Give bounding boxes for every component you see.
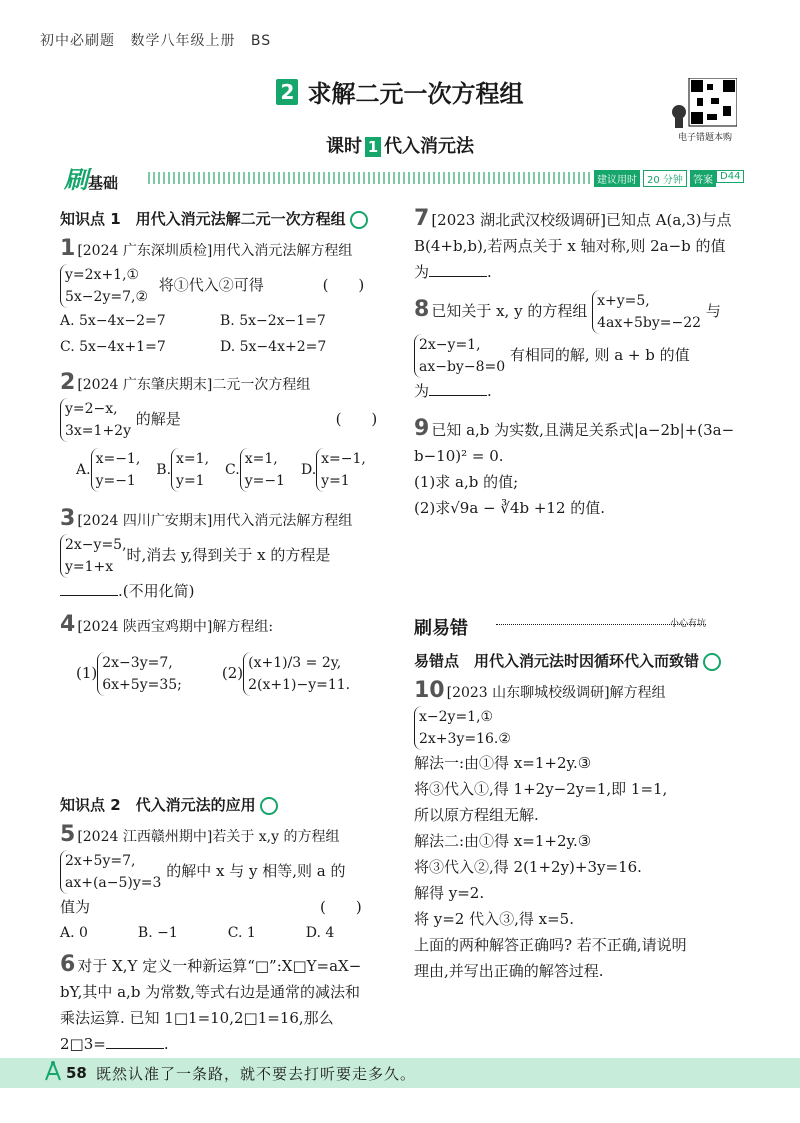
question-6: 6 对于 X,Y 定义一种新运算“□”:X□Y=aX− bY,其中 a,b 为常数,等式右边是通常的减法和 乘法运算. 已知 1□1=10,2□1=16,那么 2□3= . bbox=[60, 952, 362, 1053]
q8-number: 8 bbox=[414, 297, 430, 322]
q2-option-a[interactable] bbox=[76, 448, 140, 492]
question-10 bbox=[414, 678, 754, 984]
pencil-icon bbox=[703, 653, 721, 671]
question-5 bbox=[60, 822, 400, 946]
q8-eq3: 2x−y=1, bbox=[419, 337, 481, 353]
band-main: 刷 bbox=[64, 166, 88, 194]
q5-source: [2024 江西赣州期中]若关于 x,y 的方程组 bbox=[77, 829, 340, 845]
q9-line1: 已知 a,b 为实数,且满足关系式|a−2b|+(3a− bbox=[431, 421, 735, 439]
kp2-label: 知识点 2 代入消元法的应用 bbox=[60, 796, 256, 814]
q4-part-2 bbox=[222, 652, 350, 696]
q1-system bbox=[60, 264, 148, 308]
q5-tail: 的解中 x 与 y 相等,则 a 的 bbox=[166, 862, 346, 880]
q10-line: 将 y=2 代入③,得 x=5. bbox=[414, 910, 574, 928]
q1-option-d[interactable]: D. 5x−4x+2=7 bbox=[220, 339, 327, 355]
lesson-name: 代入消元法 bbox=[384, 136, 474, 157]
question-7: 7 [2023 湖北武汉校级调研]已知点 A(a,3)与点 B(4+b,b),若两点关于 x 轴对称,则 2a−b 的值 为 . bbox=[414, 206, 732, 281]
time-value: 20 分钟 bbox=[643, 170, 687, 187]
q8-eq2: 4ax+5by=−22 bbox=[597, 315, 702, 331]
q10-source: [2023 山东聊城校级调研]解方程组 bbox=[446, 685, 666, 701]
page-number: 58 bbox=[66, 1064, 87, 1082]
q3-tail: 时,消去 y,得到关于 x 的方程是 bbox=[126, 546, 331, 564]
kp1-label: 知识点 1 用代入消元法解二元一次方程组 bbox=[60, 210, 346, 228]
q2-system bbox=[60, 398, 131, 442]
q2-option-c-x: x=1, bbox=[244, 451, 278, 467]
q2-option-b[interactable] bbox=[156, 448, 209, 492]
q2-tail: 的解是 bbox=[135, 410, 181, 428]
q7-line1: [2023 湖北武汉校级调研]已知点 A(a,3)与点 bbox=[431, 211, 732, 229]
q4-part-2-eq2: 2(x+1)−y=11. bbox=[248, 677, 351, 693]
q2-option-d-letter: D. bbox=[300, 462, 317, 478]
q1-option-c[interactable]: C. 5x−4x+1=7 bbox=[60, 339, 166, 355]
q2-answer-paren[interactable]: ( ) bbox=[335, 410, 378, 428]
q1-answer-paren[interactable]: ( ) bbox=[322, 276, 365, 294]
q2-option-d[interactable] bbox=[301, 448, 366, 492]
lesson-number: 1 bbox=[365, 137, 381, 157]
series-name: 初中必刷题 bbox=[40, 33, 115, 49]
q3-eq2: y=1+x bbox=[65, 559, 114, 575]
q2-option-c-y: y=−1 bbox=[244, 473, 285, 489]
q10-line: 将③代入②,得 2(1+2y)+3y=16. bbox=[414, 858, 642, 876]
q4-number: 4 bbox=[60, 612, 76, 637]
compass-icon bbox=[42, 1060, 64, 1082]
q2-option-d-x: x=−1, bbox=[321, 451, 366, 467]
q4-part-1 bbox=[76, 652, 182, 696]
q6-line3: 乘法运算. 已知 1□1=10,2□1=16,那么 bbox=[60, 1009, 334, 1027]
q3-source: [2024 四川广安期末]用代入消元法解方程组 bbox=[77, 513, 353, 529]
q5-option-a[interactable]: A. 0 bbox=[60, 925, 88, 941]
q8-blank[interactable] bbox=[429, 381, 487, 396]
footer-motto: 既然认准了一条路，就不要去打听要走多久。 bbox=[96, 1065, 417, 1083]
q5-option-c[interactable]: C. 1 bbox=[227, 925, 256, 941]
q3-eq1: 2x−y=5, bbox=[65, 537, 127, 553]
q5-number: 5 bbox=[60, 822, 76, 847]
pencil-icon bbox=[260, 797, 278, 815]
q2-eq2: 3x=1+2y bbox=[65, 423, 131, 439]
q5-answer-paren[interactable]: ( ) bbox=[320, 898, 362, 916]
q8-eq1: x+y=5, bbox=[597, 293, 650, 309]
q2-option-b-x: x=1, bbox=[176, 451, 210, 467]
q1-source: [2024 广东深圳质检]用代入消元法解方程组 bbox=[77, 243, 353, 259]
q10-line: 理由,并写出正确的解答过程. bbox=[414, 962, 604, 980]
q2-option-d-y: y=1 bbox=[321, 473, 350, 489]
q4-part-2-eq1: (x+1)/3 = 2y, bbox=[248, 655, 342, 671]
q1-tail: 将①代入②可得 bbox=[158, 276, 264, 294]
q9-line4: (2)求√9a − ∛4b +12 的值. bbox=[414, 499, 606, 517]
q1-option-a[interactable]: A. 5x−4x−2=7 bbox=[60, 313, 166, 329]
q2-option-b-letter: B. bbox=[156, 462, 172, 478]
q9-number: 9 bbox=[414, 416, 430, 441]
q2-option-a-x: x=−1, bbox=[95, 451, 141, 467]
q6-line1: 对于 X,Y 定义一种新运算“□”:X□Y=aX− bbox=[77, 957, 362, 975]
q10-line: 解得 y=2. bbox=[414, 884, 485, 902]
question-9 bbox=[414, 416, 754, 521]
pencil-icon bbox=[350, 211, 368, 229]
q2-option-b-y: y=1 bbox=[176, 473, 205, 489]
chapter-number: 2 bbox=[276, 79, 298, 105]
q6-line4: 2□3= bbox=[60, 1035, 106, 1053]
error-section-title bbox=[414, 614, 468, 640]
q5-eq1: 2x+5y=7, bbox=[65, 853, 136, 869]
q2-option-a-letter: A. bbox=[76, 462, 91, 478]
q8-line3: 为 bbox=[414, 382, 430, 400]
q3-end: .(不用化简) bbox=[118, 582, 195, 600]
q5-system bbox=[60, 850, 161, 894]
question-2 bbox=[60, 370, 400, 492]
q6-number: 6 bbox=[60, 952, 76, 977]
answer-label: 答案 bbox=[690, 170, 716, 187]
error-point-label: 易错点 用代入消元法时因循环代入而致错 bbox=[414, 652, 700, 670]
q5-eq2: ax+(a−5)y=3 bbox=[65, 875, 162, 891]
q5-option-b[interactable]: B. −1 bbox=[137, 925, 178, 941]
edition: BS bbox=[250, 33, 272, 49]
q5-line3: 值为 bbox=[60, 898, 91, 916]
q4-part-2-label: (2) bbox=[221, 664, 244, 682]
question-1 bbox=[60, 236, 400, 360]
q2-option-c-letter: C. bbox=[225, 462, 240, 478]
question-3 bbox=[60, 506, 400, 604]
q6-line2: bY,其中 a,b 为常数,等式右边是通常的减法和 bbox=[60, 983, 360, 1001]
q4-part-1-eq1: 2x−3y=7, bbox=[102, 655, 173, 671]
q8-line1: 已知关于 x, y 的方程组 bbox=[431, 302, 588, 320]
q3-system bbox=[60, 534, 127, 578]
error-title: 刷易错 bbox=[414, 618, 468, 639]
q10-line: 解法二:由①得 x=1+2y.③ bbox=[414, 832, 592, 850]
band-stripes bbox=[148, 172, 590, 184]
time-label: 建议用时 bbox=[594, 170, 640, 187]
q8-eq4: ax−by−8=0 bbox=[419, 359, 506, 375]
q4-source: [2024 陕西宝鸡期中]解方程组: bbox=[77, 619, 274, 635]
q4-part-1-label: (1) bbox=[76, 664, 98, 682]
q4-part-1-eq2: 6x+5y=35; bbox=[102, 677, 182, 693]
q10-line: 上面的两种解答正确吗? 若不正确,请说明 bbox=[414, 936, 687, 954]
answer-page: D44 bbox=[716, 170, 744, 183]
q6-blank[interactable] bbox=[106, 1034, 164, 1049]
q1-option-b[interactable]: B. 5x−2x−1=7 bbox=[220, 313, 326, 329]
q2-number: 2 bbox=[60, 370, 76, 395]
q10-eq2: 2x+3y=16.② bbox=[419, 731, 511, 747]
q7-line3: 为 bbox=[414, 263, 430, 281]
lesson-title bbox=[0, 132, 800, 158]
subject-name: 数学八年级上册 bbox=[130, 33, 236, 49]
q2-option-a-y: y=−1 bbox=[95, 473, 136, 489]
q9-line2: b−10)² = 0. bbox=[414, 447, 504, 465]
q2-source: [2024 广东肇庆期末]二元一次方程组 bbox=[77, 377, 311, 393]
chapter-name: 求解二元一次方程组 bbox=[307, 80, 524, 108]
q3-blank[interactable] bbox=[60, 581, 118, 596]
q5-option-d[interactable]: D. 4 bbox=[305, 925, 335, 941]
question-8: 8 已知关于 x, y 的方程组 x+y=5, 4ax+5by=−22 与 2x−y=1, ax−by−8=0 有相同的解, 则 a + b 的值 为 . bbox=[414, 290, 754, 404]
q10-line: 解法一:由①得 x=1+2y.③ bbox=[414, 754, 592, 772]
knowledge-point-1 bbox=[60, 208, 368, 229]
q10-line: 将③代入①,得 1+2y−2y=1,即 1=1, bbox=[414, 780, 668, 798]
band-sub: 基础 bbox=[88, 174, 119, 192]
lesson-prefix: 课时 bbox=[326, 136, 362, 157]
q7-number: 7 bbox=[414, 206, 430, 231]
q10-number: 10 bbox=[414, 678, 445, 703]
q7-line2: B(4+b,b),若两点关于 x 轴对称,则 2a−b 的值 bbox=[414, 237, 726, 255]
q9-line3: (1)求 a,b 的值; bbox=[414, 473, 519, 491]
q8-line1-tail: 与 bbox=[705, 302, 721, 320]
q8-line2: 有相同的解, 则 a + b 的值 bbox=[509, 346, 690, 364]
section-band-title bbox=[64, 160, 118, 195]
q10-line: 所以原方程组无解. bbox=[414, 806, 539, 824]
q1-number: 1 bbox=[60, 236, 76, 261]
error-point bbox=[414, 650, 721, 671]
running-header bbox=[40, 30, 281, 50]
q2-eq1: y=2−x, bbox=[65, 401, 118, 417]
q2-option-c[interactable] bbox=[225, 448, 285, 492]
error-tip: 小心有坑 bbox=[670, 619, 707, 629]
q3-number: 3 bbox=[60, 506, 76, 531]
knowledge-point-2 bbox=[60, 794, 278, 815]
qr-label: 电子错题本购 bbox=[677, 133, 732, 143]
q10-eq1: x−2y=1,① bbox=[419, 709, 494, 725]
q7-blank[interactable] bbox=[429, 262, 487, 277]
q10-system bbox=[414, 706, 511, 750]
q1-eq2: 5x−2y=7,② bbox=[65, 289, 148, 305]
q1-eq1: y=2x+1,① bbox=[65, 267, 140, 283]
qr-code-icon[interactable] bbox=[667, 78, 737, 130]
question-4 bbox=[60, 612, 400, 696]
